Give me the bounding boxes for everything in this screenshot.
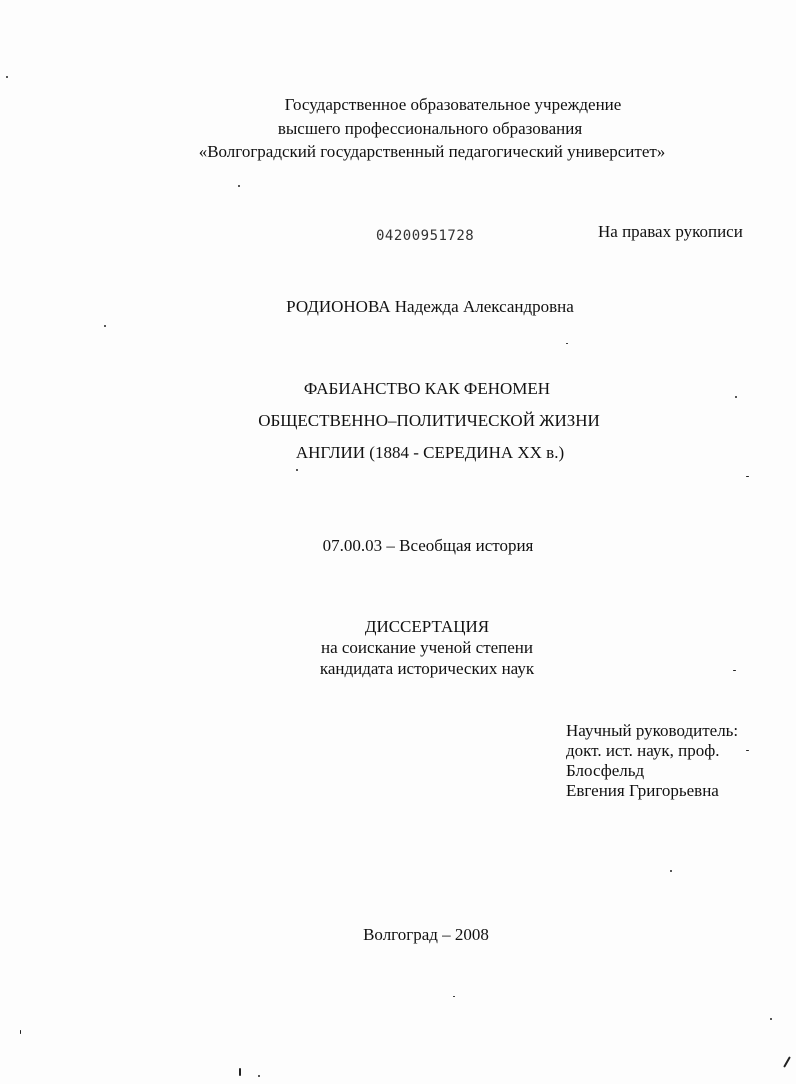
dissertation-line-2: на соискание ученой степени <box>320 638 534 657</box>
scan-speck <box>770 1018 772 1020</box>
title-line-2: ОБЩЕСТВЕННО–ПОЛИТИЧЕСКОЙ ЖИЗНИ <box>258 411 600 430</box>
supervisor-degree: докт. ист. наук, проф. <box>566 741 720 760</box>
specialty: 07.00.03 – Всеобщая история <box>322 536 534 555</box>
dissertation-line-3: кандидата исторических наук <box>319 659 535 678</box>
scan-speck <box>238 185 240 187</box>
author-name <box>286 297 574 317</box>
supervisor-surname: Блосфельд <box>566 761 645 780</box>
scan-speck <box>6 76 8 78</box>
scan-speck <box>735 396 737 398</box>
institution-line-1: Государственное образовательное учреждение <box>284 95 622 114</box>
supervisor-label: Научный руководитель: <box>566 721 739 740</box>
scan-speck <box>733 670 736 671</box>
title-line-3: АНГЛИИ (1884 - СЕРЕДИНА XX в.) <box>295 443 565 462</box>
city-year: Волгоград – 2008 <box>363 925 489 944</box>
scan-speck <box>296 469 298 471</box>
author-given-names: Надежда Александровна <box>394 297 574 316</box>
author-surname: РОДИОНОВА <box>286 297 391 316</box>
scan-speck <box>258 1075 260 1077</box>
scan-speck <box>239 1068 241 1076</box>
scan-speck <box>453 996 455 997</box>
supervisor-name: Евгения Григорьевна <box>566 781 719 800</box>
registration-number: 04200951728 <box>376 228 475 244</box>
scan-speck <box>20 1030 21 1034</box>
dissertation-heading: ДИССЕРТАЦИЯ <box>364 617 490 636</box>
title-line-1: ФАБИАНСТВО КАК ФЕНОМЕН <box>303 379 551 398</box>
scan-speck <box>670 870 672 872</box>
scan-speck <box>104 325 106 327</box>
scan-speck <box>746 476 749 477</box>
rights-note: На правах рукописи <box>598 222 743 241</box>
scan-speck <box>566 343 568 344</box>
scan-speck <box>746 750 749 751</box>
institution-line-3: «Волгоградский государственный педагогический университет» <box>198 142 666 161</box>
institution-line-2: высшего профессионального образования <box>277 119 583 138</box>
scan-speck <box>783 1056 791 1067</box>
